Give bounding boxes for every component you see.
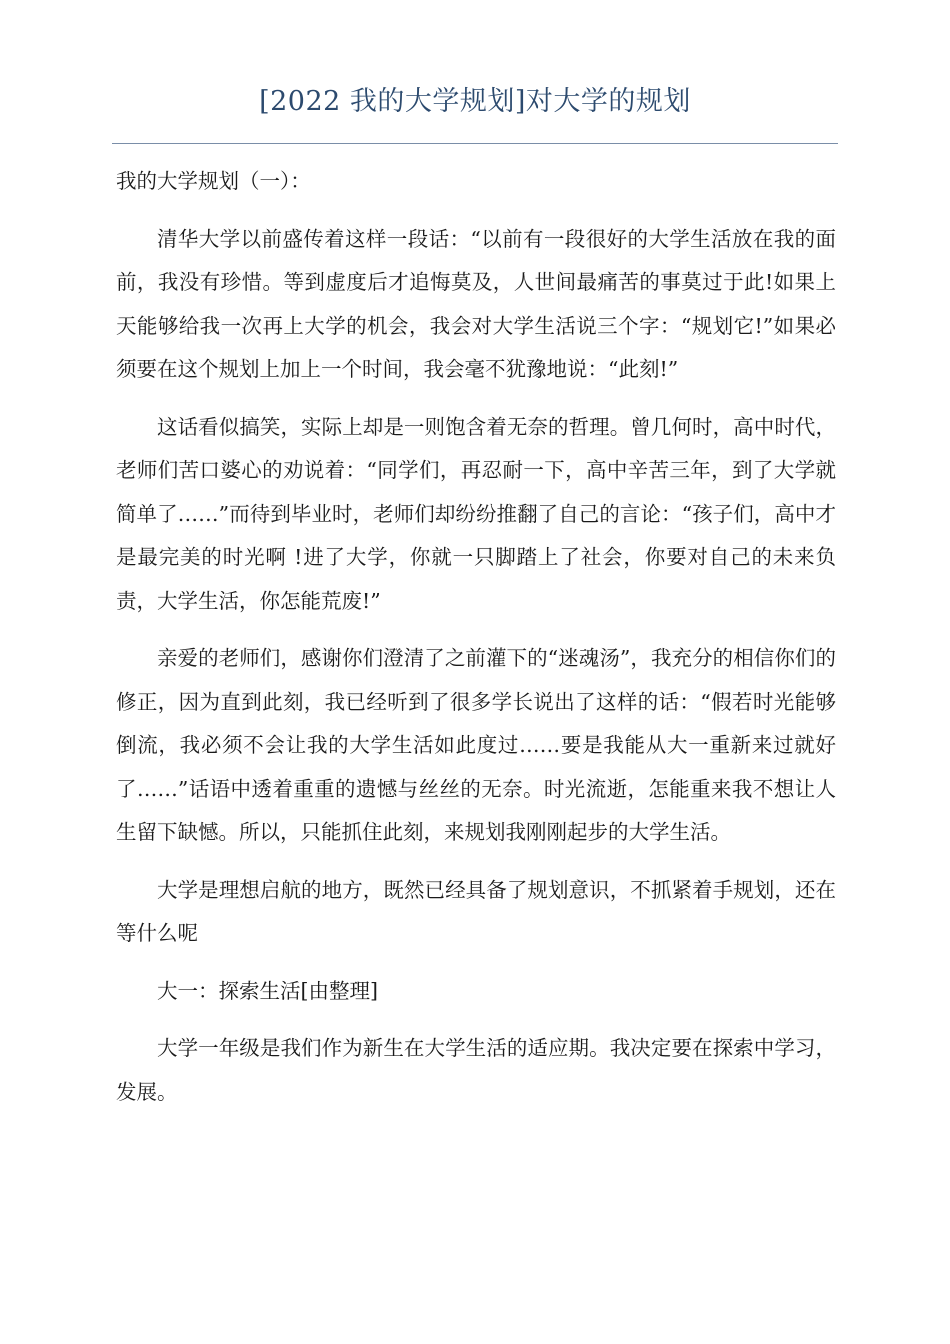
paragraph-3: 亲爱的老师们，感谢你们澄清了之前灌下的“迷魂汤”，我充分的相信你们的修正，因为直到此刻，我已经听到了很多学长说出了这样的话：“假若时光能够倒流，我必须不会让我的大学生活如此度过……要是我能从大一重新来过就好了……”话语中透着重重的遗憾与丝丝的无奈。时光流逝，怎能重来我不想让人生留下缺憾。所以，只能抓住此刻，来规划我刚刚起步的大学生活。 [116,646,836,844]
paragraph-5: 大学一年级是我们作为新生在大学生活的适应期。我决定要在探索中学习，发展。 [116,1036,836,1104]
document-body [116,160,836,1128]
section-heading: 我的大学规划（一）： [116,169,311,193]
title-divider [112,143,838,144]
paragraph-1: 清华大学以前盛传着这样一段话：“以前有一段很好的大学生活放在我的面前，我没有珍惜。等到虚度后才追悔莫及，人世间最痛苦的事莫过于此!如果上天能够给我一次再上大学的机会，我会对大学生活说三个字：“规划它!”如果必须要在这个规划上加上一个时间，我会毫不犹豫地说：“此刻!” [116,226,836,381]
subheading-year-one: 大一：探索生活[由整理] [157,978,378,1003]
paragraph-2: 这话看似搞笑，实际上却是一则饱含着无奈的哲理。曾几何时，高中时代，老师们苦口婆心的劝说着：“同学们，再忍耐一下，高中辛苦三年，到了大学就简单了……”而待到毕业时，老师们却纷纷推翻了自己的言论：“孩子们，高中才是最完美的时光啊 !进了大学，你就一只脚踏上了社会，你要对自己的未来负责，大学生活，你怎能荒废!” [116,414,836,613]
paragraph-4: 大学是理想启航的地方，既然已经具备了规划意识，不抓紧着手规划，还在等什么呢 [116,877,836,945]
page-title: [2022 我的大学规划]对大学的规划 [259,86,691,117]
